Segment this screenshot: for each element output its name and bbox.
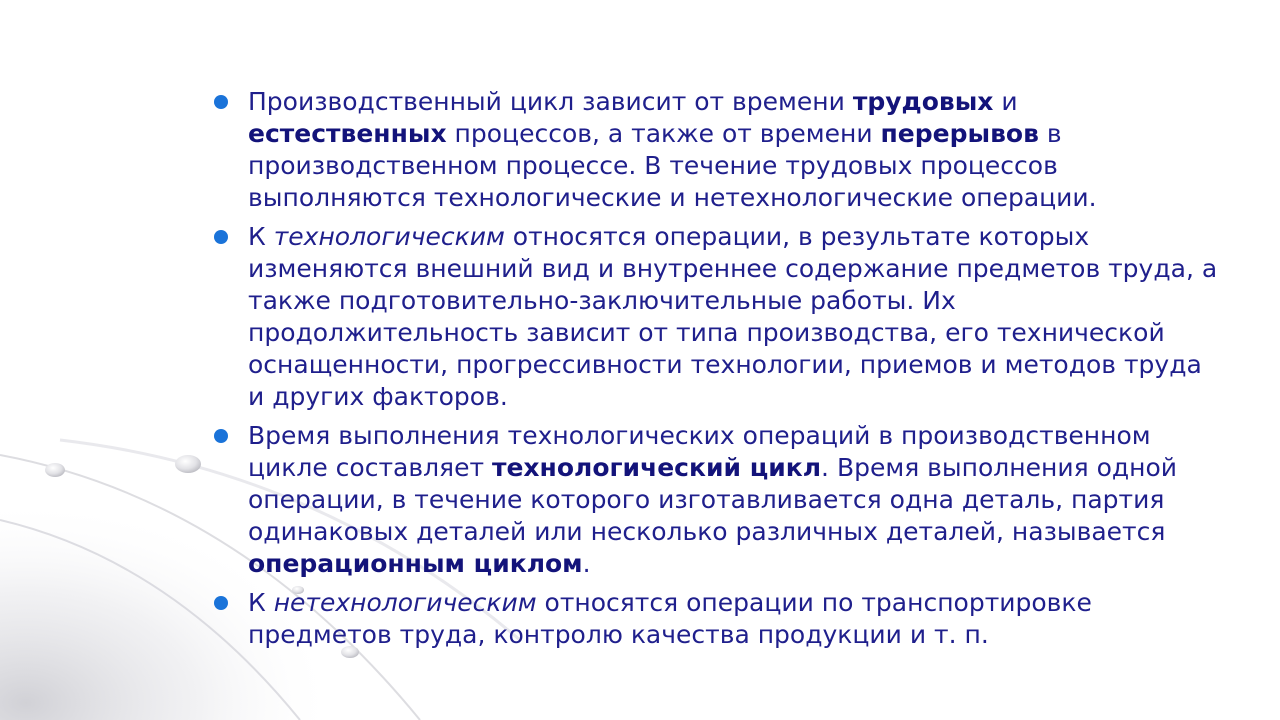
bullet-item [212, 587, 1222, 651]
bullet-item [212, 420, 1222, 580]
text-run: в производственном процессе. В течение трудовых процессов выполняются технологические и нетехнологические операции. [248, 119, 1097, 212]
bold-term: технологический цикл [491, 453, 822, 482]
bold-term: перерывов [880, 119, 1039, 148]
text-run: К [248, 588, 274, 617]
text-run: Производственный цикл зависит от времени [248, 87, 853, 116]
circle-bullet-icon [214, 596, 228, 610]
bold-term: трудовых [852, 87, 994, 116]
text-run: . [582, 549, 591, 578]
bold-term: операционным циклом [248, 549, 583, 578]
bullet-item [212, 86, 1222, 214]
bullet-list [212, 86, 1222, 651]
decor-orb [45, 463, 65, 477]
bold-term: естественных [248, 119, 447, 148]
decor-orb [175, 455, 201, 473]
circle-bullet-icon [214, 429, 228, 443]
italic-term: нетехнологическим [273, 588, 537, 617]
slide-content [212, 86, 1222, 658]
text-run: и [993, 87, 1018, 116]
italic-term: технологическим [273, 222, 505, 251]
circle-bullet-icon [214, 95, 228, 109]
text-run: процессов, а также от времени [446, 119, 881, 148]
text-run: относятся операции по транспортировке предметов труда, контролю качества продукции и т. п. [248, 588, 1092, 649]
bullet-item [212, 221, 1222, 413]
text-run: . Время выполнения одной операции, в течение которого изготавливается одна деталь, партия одинаковых деталей или несколько различных деталей, называется [248, 453, 1178, 546]
circle-bullet-icon [214, 230, 228, 244]
text-run: К [248, 222, 274, 251]
text-run: Время выполнения технологических операций в производственном цикле составляет [248, 421, 1151, 482]
text-run: относятся операции, в результате которых изменяются внешний вид и внутреннее содержание предметов труда, а также подготовительно-заключительные работы. Их продолжительность зависит от типа производства, его технической оснащенности, прогрессивности технологии, приемов и методов труда и других факторов. [248, 222, 1218, 411]
